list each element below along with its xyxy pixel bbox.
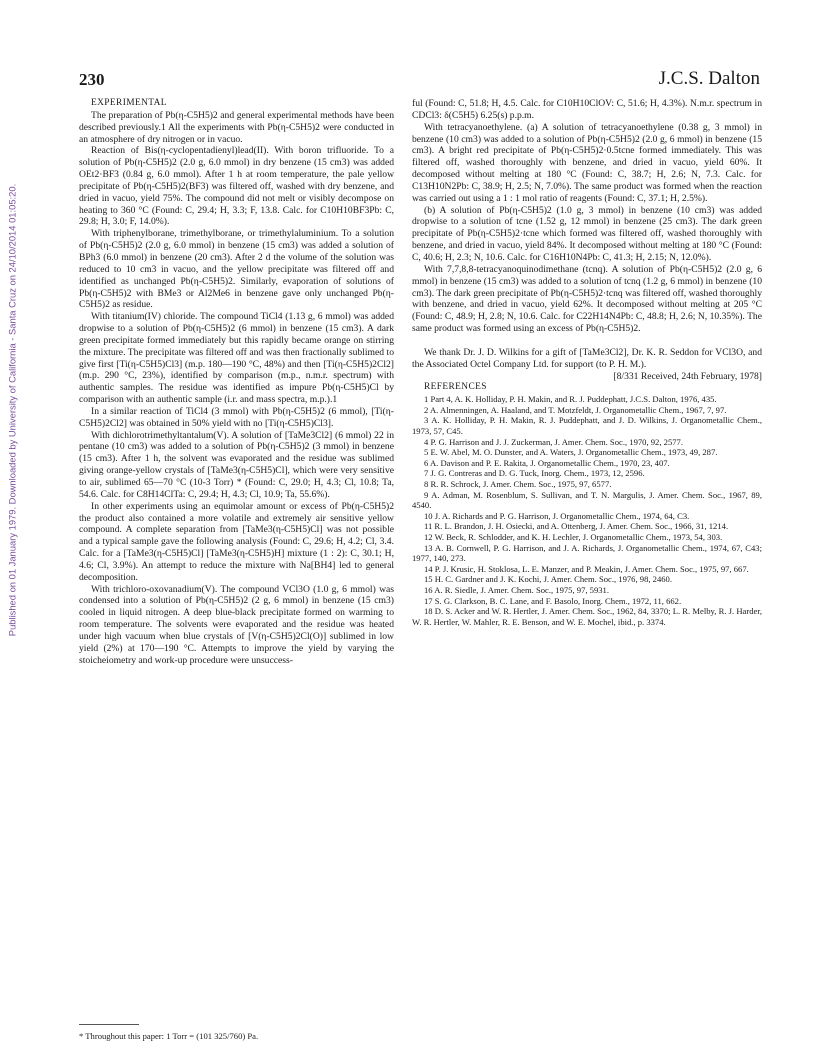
reference-item: 10 J. A. Richards and P. G. Harrison, J. Organometallic Chem., 1974, 64, C3.: [424, 510, 690, 521]
right-column: [412, 98, 762, 627]
reference-item: 15 H. C. Gardner and J. K. Kochi, J. Amer. Chem. Soc., 1976, 98, 2460.: [424, 574, 673, 585]
reference-item: 7 J. G. Contreras and D. G. Tuck, Inorg. Chem., 1973, 12, 2596.: [424, 468, 645, 479]
body-paragraph: ful (Found: C, 51.8; H, 4.5. Calc. for C10H10ClOV: C, 51.6; H, 4.3%). N.m.r. spectrum in CDCl3: δ(C5H5) 6.25(s) p.p.m.: [412, 98, 762, 121]
body-paragraph: With triphenylborane, trimethylborane, or trimethylaluminium. To a solution of Pb(η-C5H5)2 (2.0 g, 6.0 mmol) in benzene (15 cm3) was added a solution of BPh3 (6.0 mmol) in benzene (20 cm3). After 2 d the volume of the solution was reduced to 10 cm3 in vacuo, and the yellow precipitate was filtered off and identified as unchanged Pb(η-C5H5)2. Similarly, evaporation of solutions of Pb(η-C5H5)2 with BMe3 or Al2Me6 in benzene gave only unchanged Pb(η-C5H5)2 as residue.: [79, 228, 394, 311]
reference-item: 11 R. L. Brandon, J. H. Osiecki, and A. Ottenberg, J. Amer. Chem. Soc., 1966, 31, 1214.: [424, 521, 729, 532]
reference-list: [412, 394, 762, 627]
body-paragraph: In other experiments using an equimolar amount or excess of Pb(η-C5H5)2 the product also contained a more volatile and extremely air sensitive yellow compound. A complete separation from [TaMe3(η-C5H5)Cl] was not possible and a typical sample gave the following analysis (Found: C, 29.6; H, 4.2; Cl, 3.4. Calc. for a [TaMe3(η-C5H5)Cl] [TaMe3(η-C5H5)H] mixture (1 : 2): C, 30.1; H, 4.6; Cl, 3.9%). An attempt to reduce the mixture with Na[BH4] led to general decomposition.: [79, 500, 394, 583]
body-paragraph: With trichloro-oxovanadium(V). The compound VCl3O (1.0 g, 6 mmol) was condensed into a solution of Pb(η-C5H5)2 (2 g, 6 mmol) in benzene (15 cm3) cooled in liquid nitrogen. A deep blue-black precipitate formed on warming to room temperature. The solvents were evaporated and the residue was heated under high vacuum when blue crystals of [V(η-C5H5)2Cl(O)] sublimed in low yield (2%) at 170—190 °C. Attempts to improve the yield by varying the stoicheiometry and work-up procedure were unsuccess-: [79, 583, 394, 666]
acknowledgement: We thank Dr. J. D. Wilkins for a gift of [TaMe3Cl2], Dr. K. R. Seddon for VCl3O, and the Associated Octel Company Ltd. for support (to P. H. M.).: [412, 346, 762, 370]
body-paragraph: With tetracyanoethylene. (a) A solution of tetracyanoethylene (0.38 g, 3 mmol) in benzene (10 cm3) was added to a solution of Pb(η-C5H5)2 (2.0 g, 6 mmol) in benzene (15 cm3). A bright red precipitate of Pb(η-C5H5)2·0.5tcne formed immediately. This was filtered off, washed thoroughly with benzene, and dried in vacuo, yield 60%. It decomposed without melting at 180 °C (Found: C, 38.7; H, 2.6; N, 7.3. Calc. for C13H10N2Pb: C, 38.9; H, 2.5; N, 7.0%). The same product was formed when the reaction was carried out using a 1 : 1 mol ratio of reagents (Found: C, 37.1; H, 2.5%).: [412, 121, 762, 204]
reference-item: 16 A. R. Siedle, J. Amer. Chem. Soc., 1975, 97, 5931.: [424, 584, 610, 595]
body-paragraph: With titanium(IV) chloride. The compound TiCl4 (1.13 g, 6 mmol) was added dropwise to a solution of Pb(η-C5H5)2 (6 mmol) in benzene (15 cm3). A dark green precipitate formed immediately but this rapidly became orange on stirring the mixture. The precipitate was filtered off and was then fractionally sublimed to give first [Ti(η-C5H5)Cl3] (m.p. 180—190 °C, 48%) and then [Ti(η-C5H5)2Cl2] (m.p. 290 °C, 23%), identified by comparison (m.p., n.m.r. spectrum) with authentic samples. The residue was identified as impure Pb(η-C5H5)Cl by comparison with an authentic sample (i.r. and mass spectra, m.p.).1: [79, 311, 394, 406]
body-paragraph: With dichlorotrimethyltantalum(V). A solution of [TaMe3Cl2] (6 mmol) 22 in pentane (10 cm3) was added to a solution of Pb(η-C5H5)2 (3 mmol) in benzene (15 cm3). After 1 h, the solvent was evaporated and the residue was sublimed giving orange-yellow crystals of [TaMe3(η-C5H5)Cl], which were very sensitive to air, sublimed 65—70 °C (10-3 Torr) * (Found: C, 29.0; H, 4.3; Cl, 10.8; Ta, 54.6. Calc. for C8H14ClTa: C, 29.4; H, 4.3; Cl, 10.9; Ta, 55.6%).: [79, 429, 394, 500]
reference-item: 12 W. Beck, R. Schlodder, and K. H. Lechler, J. Organometallic Chem., 1973, 54, 303.: [424, 531, 723, 542]
download-watermark: [4, 150, 20, 670]
section-title: EXPERIMENTAL: [91, 98, 167, 108]
reference-item: 9 A. Adman, M. Rosenblum, S. Sullivan, and T. N. Margulis, J. Amer. Chem. Soc., 1967, 89, 4540.: [412, 489, 762, 511]
reference-item: 14 P. J. Krusic, H. Stoklosa, L. E. Manzer, and P. Meakin, J. Amer. Chem. Soc., 1975, 97, 667.: [424, 563, 749, 574]
paragraph-gap: [412, 335, 762, 347]
reference-item: 18 D. S. Acker and W. R. Hertler, J. Amer. Chem. Soc., 1962, 84, 3370; L. R. Melby, R. J. Harder, W. R. Hertler, W. Mahler, R. E. Benson, and W. E. Mochel, ibid., p. 3374.: [412, 606, 762, 627]
received-date: [8/331 Received, 24th February, 1978]: [613, 370, 762, 382]
download-watermark-text: Published on 01 January 1979. Downloaded by University of California - Santa Cruz on 24/10/2014 01:05:20.: [6, 183, 18, 637]
left-column: [79, 98, 394, 667]
reference-item: 1 Part 4, A. K. Holliday, P. H. Makin, and R. J. Puddephatt, J.C.S. Dalton, 1976, 435.: [424, 394, 717, 405]
body-paragraph: Reaction of Bis(η-cyclopentadienyl)lead(II). With boron trifluoride. To a solution of Pb(η-C5H5)2 (2.0 g, 6.0 mmol) in dry benzene (15 cm3) was added OEt2·BF3 (0.84 g, 6.0 mmol). After 1 h at room temperature, the pale yellow precipitate of Pb(η-C5H5)2(BF3) was filtered off, washed with dry benzene, and dried in vacuo, yield 75%. The compound did not melt or visibly decompose on heating to 360 °C (Found: C, 29.4; H, 3.3; F, 13.8. Calc. for C10H10BF3Pb: C, 29.8; H, 3.0; F, 14.0%).: [79, 145, 394, 228]
reference-item: 8 R. R. Schrock, J. Amer. Chem. Soc., 1975, 97, 6577.: [424, 479, 612, 489]
body-paragraph: (b) A solution of Pb(η-C5H5)2 (1.0 g, 3 mmol) in benzene (10 cm3) was added dropwise to a solution of tcne (1.52 g, 12 mmol) in benzene (25 cm3). The dark green precipitate of Pb(η-C5H5)2·tcne which formed was filtered off, washed thoroughly with benzene, and dried in vacuo, yield 84%. It decomposed without melting at 180 °C (Found: C, 40.6; H, 2.3; N, 10.6. Calc. for C16H10N4Pb: C, 41.3; H, 2.15; N, 12.0%).: [412, 204, 762, 263]
body-paragraph: With 7,7,8,8-tetracyanoquinodimethane (tcnq). A solution of Pb(η-C5H5)2 (2.0 g, 6 mmol) in benzene (15 cm3) was added to a solution of tcnq (1.2 g, 6 mmol) in benzene (10 cm3). The dark green precipitate of Pb(η-C5H5)2·tcnq was filtered off, washed thoroughly with benzene, and dried in vacuo, yield 62%. It decomposed without melting at 205 °C (Found: C, 48.9; H, 2.8; N, 10.6. Calc. for C22H14N4Pb: C, 48.8; H, 2.6; N, 10.35%). The same product was formed using an excess of Pb(η-C5H5)2.: [412, 263, 762, 335]
footnote: * Throughout this paper: 1 Torr = (101 325/760) Pa.: [79, 1031, 259, 1041]
reference-item: 13 A. B. Cornwell, P. G. Harrison, and J. A. Richards, J. Organometallic Chem., 1974, 67, C43; 1977, 140, 273.: [412, 542, 762, 564]
reference-item: 6 A. Davison and P. E. Rakita, J. Organometallic Chem., 1970, 23, 407.: [424, 457, 670, 468]
body-paragraph: In a similar reaction of TiCl4 (3 mmol) with Pb(η-C5H5)2 (6 mmol), [Ti(η-C5H5)2Cl2] was obtained in 50% yield with no [Ti(η-C5H5)Cl3].: [79, 405, 394, 429]
page-number: 230: [79, 70, 105, 89]
body-paragraph: The preparation of Pb(η-C5H5)2 and general experimental methods have been described previously.1 All the experiments with Pb(η-C5H5)2 were conducted in an atmosphere of dry nitrogen or in vacuo.: [79, 109, 394, 145]
reference-item: 2 A. Almenningen, A. Haaland, and T. Motzfeldt, J. Organometallic Chem., 1967, 7, 97.: [424, 404, 727, 415]
references-title: REFERENCES: [424, 382, 487, 393]
journal-running-head: J.C.S. Dalton: [658, 68, 760, 89]
footnote-rule: [79, 1024, 139, 1025]
reference-item: 17 S. G. Clarkson, B. C. Lane, and F. Basolo, Inorg. Chem., 1972, 11, 662.: [424, 595, 682, 606]
reference-item: 4 P. G. Harrison and J. J. Zuckerman, J. Amer. Chem. Soc., 1970, 92, 2577.: [424, 436, 683, 447]
reference-item: 5 E. W. Abel, M. O. Dunster, and A. Waters, J. Organometallic Chem., 1973, 49, 287.: [424, 447, 718, 458]
reference-item: 3 A. K. Holliday, P. H. Makin, R. J. Puddephatt, and J. D. Wilkins, J. Organometallic Chem., 1973, 57, C45.: [412, 415, 762, 437]
